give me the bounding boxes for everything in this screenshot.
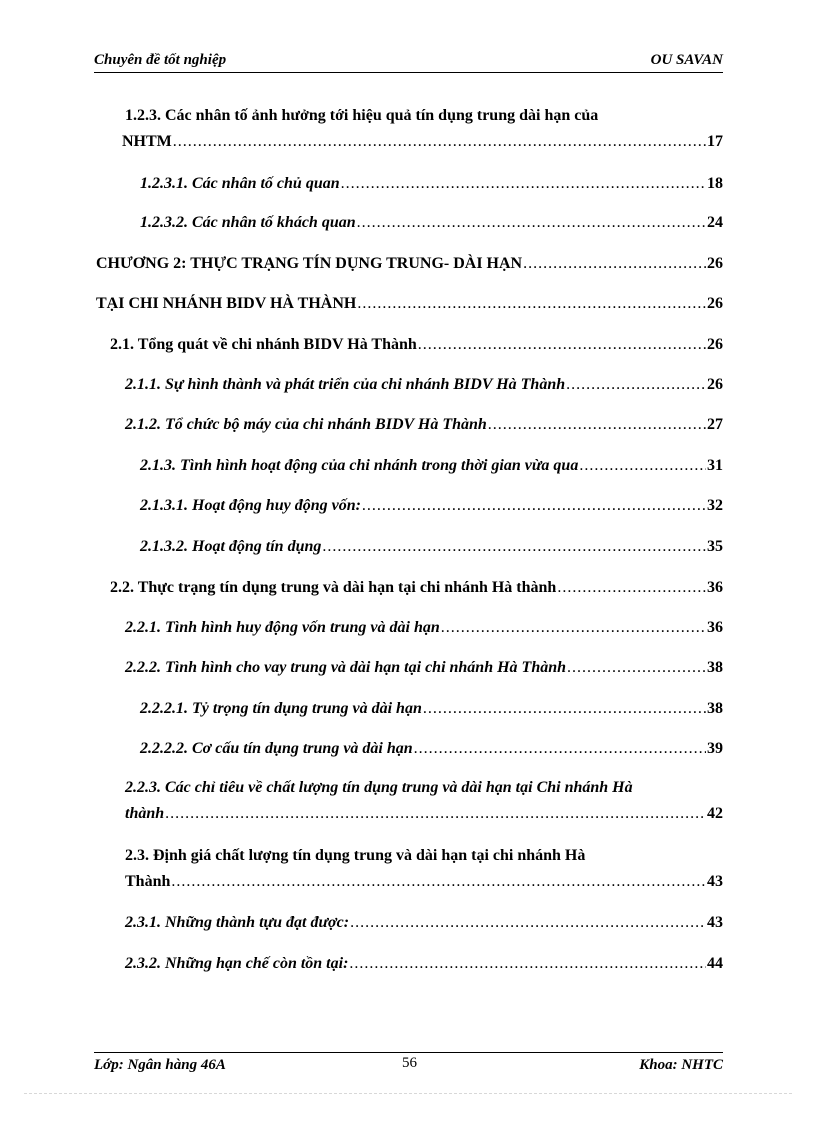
- toc-leader: [488, 415, 706, 435]
- toc-leader: [171, 872, 706, 892]
- toc-page-number: 31: [707, 457, 723, 474]
- toc-entry-title: 2.2.2. Tình hình cho vay trung và dài hạn tại chi nhánh Hà Thành: [125, 659, 567, 676]
- toc-page-number: 39: [707, 740, 723, 757]
- footer-faculty: Khoa: NHTC: [639, 1057, 723, 1073]
- header-document-title: Chuyên đề tốt nghiệp: [94, 52, 227, 68]
- toc-entry-2-1-3-2: [140, 537, 723, 557]
- toc-leader: [349, 954, 706, 974]
- toc-page-number: 24: [707, 214, 723, 231]
- toc-leader: [557, 578, 706, 598]
- toc-page-number: 38: [707, 659, 723, 676]
- toc-page-number: 27: [707, 416, 723, 433]
- toc-entry-1-2-3: [122, 106, 723, 152]
- toc-entry-2-1-1: [125, 375, 723, 395]
- toc-entry-2-3-2: [125, 954, 723, 974]
- toc-page-number: 36: [707, 619, 723, 636]
- toc-entry-2-1-3: [140, 456, 723, 476]
- toc-entry-title: 2.1.3.1. Hoạt động huy động vốn:: [140, 497, 361, 514]
- toc-entry-2-2-1: [125, 618, 723, 638]
- toc-page-number: 44: [707, 955, 723, 972]
- footer-class: Lớp: Ngân hàng 46A: [94, 1057, 226, 1073]
- toc-page-number: 38: [707, 700, 723, 717]
- toc-page-number: 26: [707, 336, 723, 353]
- toc-entry-2-2-3: [125, 778, 723, 824]
- toc-leader: [173, 132, 706, 152]
- toc-leader: [357, 213, 706, 233]
- toc-entry-title-cont: Thành: [125, 873, 171, 890]
- toc-page-number: 43: [707, 914, 723, 931]
- toc-entry-2-2-2-1: [140, 699, 723, 719]
- toc-leader: [357, 294, 706, 314]
- toc-entry-1-2-3-1: [140, 174, 723, 194]
- toc-entry-title: 2.3.1. Những thành tựu đạt được:: [125, 914, 350, 931]
- toc-entry-title: 2.2.3. Các chỉ tiêu về chất lượng tín dụng trung và dài hạn tại Chi nhánh Hà: [125, 779, 633, 796]
- toc-entry-title: CHƯƠNG 2: THỰC TRẠNG TÍN DỤNG TRUNG- DÀI HẠN: [96, 255, 523, 272]
- toc-leader: [341, 174, 706, 194]
- page-header: [94, 48, 723, 73]
- toc-page-number: 42: [707, 805, 723, 822]
- page-boundary-line: [24, 1093, 792, 1094]
- toc-entry-title: 2.1.1. Sự hình thành và phát triển của chi nhánh BIDV Hà Thành: [125, 376, 566, 393]
- toc-entry-title-cont: thành: [125, 805, 165, 822]
- toc-leader: [350, 913, 706, 933]
- toc-page-number: 26: [707, 376, 723, 393]
- toc-entry-2-1-2: [125, 415, 723, 435]
- toc-entry-2-2-2: [125, 658, 723, 678]
- toc-leader: [423, 699, 706, 719]
- toc-entry-title: 2.2.1. Tình hình huy động vốn trung và dài hạn: [125, 619, 440, 636]
- toc-entry-title: 2.2.2.2. Cơ cấu tín dụng trung và dài hạn: [140, 740, 413, 757]
- toc-page-number: 17: [707, 133, 723, 150]
- toc-entry-title: 2.1.3. Tình hình hoạt động của chi nhánh trong thời gian vừa qua: [140, 457, 579, 474]
- toc-page-number: 32: [707, 497, 723, 514]
- toc-entry-title: 2.3.2. Những hạn chế còn tồn tại:: [125, 955, 349, 972]
- toc-page-number: 43: [707, 873, 723, 890]
- toc-entry-title-cont: NHTM: [122, 133, 172, 150]
- toc-entry-title: 1.2.3. Các nhân tố ảnh hưởng tới hiệu quả tín dụng trung dài hạn của: [125, 107, 599, 124]
- toc-leader: [441, 618, 706, 638]
- toc-page-number: 18: [707, 175, 723, 192]
- toc-entry-title: 1.2.3.1. Các nhân tố chủ quan: [140, 175, 340, 192]
- toc-entry-title: 2.1.3.2. Hoạt động tín dụng: [140, 538, 322, 555]
- toc-entry-title: TẠI CHI NHÁNH BIDV HÀ THÀNH: [96, 295, 357, 312]
- footer-page-number: 56: [402, 1055, 417, 1071]
- toc-entry-2-1-3-1: [140, 496, 723, 516]
- toc-entry-chapter-2: [96, 254, 723, 274]
- toc-entry-2-3-1: [125, 913, 723, 933]
- toc-entry-title: 2.1.2. Tổ chức bộ máy của chi nhánh BIDV Hà Thành: [125, 416, 487, 433]
- toc-leader: [165, 804, 706, 824]
- toc-entry-2-2-2-2: [140, 739, 723, 759]
- toc-entry-title: 2.2.2.1. Tỷ trọng tín dụng trung và dài hạn: [140, 700, 422, 717]
- toc-entry-2-3: [125, 846, 723, 892]
- toc-entry-title: 2.1. Tổng quát về chi nhánh BIDV Hà Thành: [110, 336, 417, 353]
- toc-leader: [566, 375, 706, 395]
- toc-entry-1-2-3-2: [140, 213, 723, 233]
- toc-leader: [579, 456, 706, 476]
- toc-entry-title: 2.3. Định giá chất lượng tín dụng trung và dài hạn tại chi nhánh Hà: [125, 847, 586, 864]
- toc-entry-title: 1.2.3.2. Các nhân tố khách quan: [140, 214, 356, 231]
- toc-leader: [567, 658, 706, 678]
- toc-entry-chapter-2-cont: [96, 294, 723, 314]
- toc-entry-2-2: [110, 578, 723, 598]
- header-author: OU SAVAN: [650, 52, 723, 68]
- toc-leader: [523, 254, 706, 274]
- toc-leader: [362, 496, 706, 516]
- toc-page-number: 26: [707, 295, 723, 312]
- toc-leader: [418, 335, 706, 355]
- toc-page-number: 35: [707, 538, 723, 555]
- toc-entry-title: 2.2. Thực trạng tín dụng trung và dài hạn tại chi nhánh Hà thành: [110, 579, 557, 596]
- toc-leader: [322, 537, 706, 557]
- toc-page-number: 36: [707, 579, 723, 596]
- toc-page-number: 26: [707, 255, 723, 272]
- toc-entry-2-1: [110, 335, 723, 355]
- page-footer: [94, 1052, 723, 1079]
- toc-leader: [414, 739, 706, 759]
